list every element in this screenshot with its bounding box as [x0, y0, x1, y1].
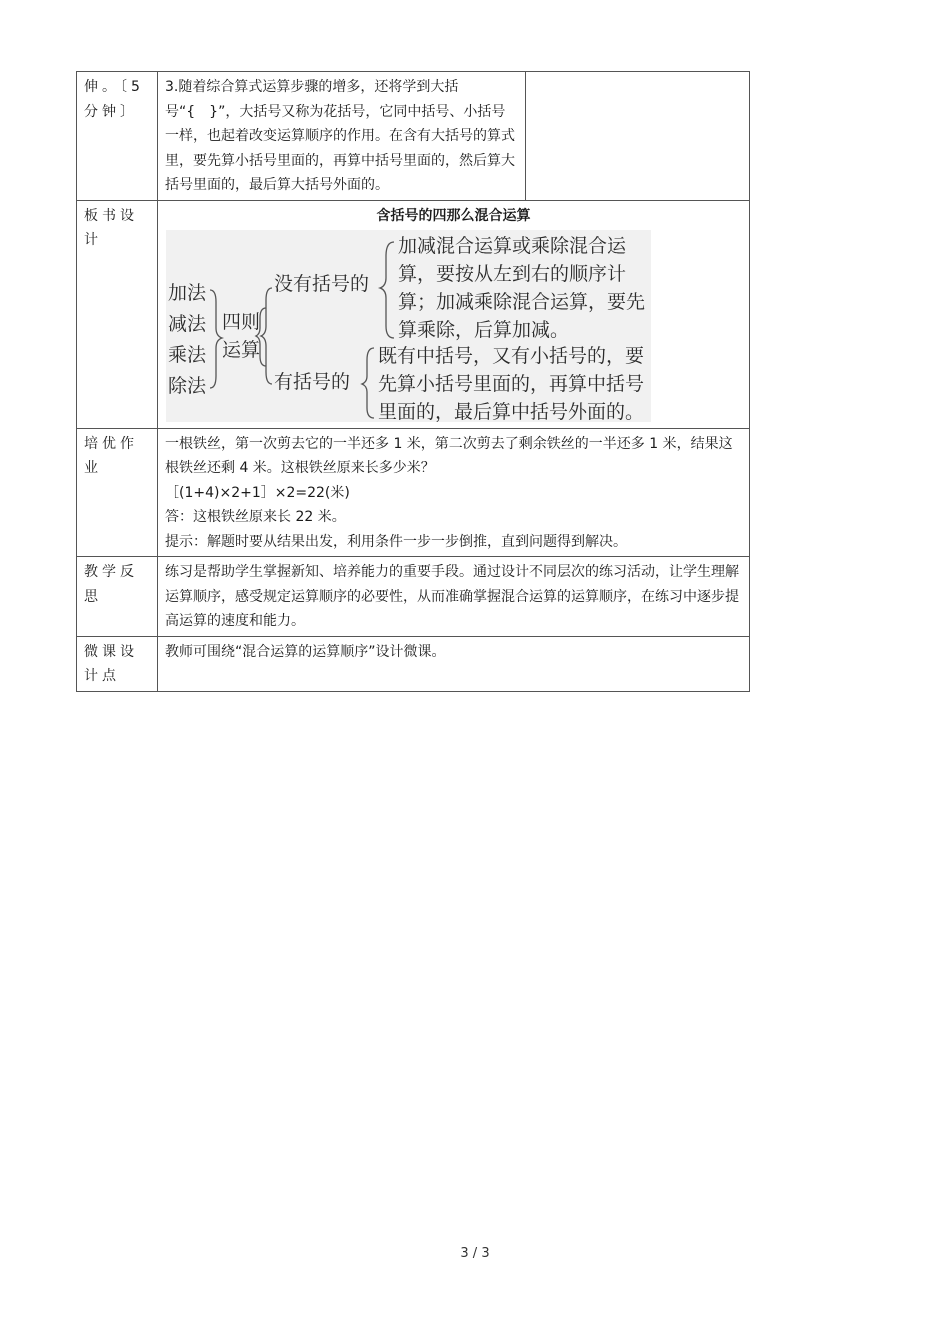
- no-bracket-label: 没有括号的: [274, 272, 370, 295]
- rule-line: 既有中括号，又有小括号的，要: [378, 344, 645, 367]
- op-add: 加法: [168, 281, 207, 304]
- board-title: 含括号的四那么混合运算: [376, 207, 531, 224]
- row-content-extension: 3.随着综合算式运算步骤的增多，还将学到大括号“{ }”，大括号又称为花括号，它同中括号、小括号一样，也起着改变运算顺序的作用。在含有大括号的算式里，要先算小括号里面的，再算中括号里面的，然后算大括号里面的，最后算大括号外面的。: [158, 72, 526, 201]
- homework-equation: ［(1+4)×2+1］×2=22(米): [165, 484, 350, 501]
- homework-problem: 一根铁丝，第一次剪去它的一半还多 1 米，第二次剪去了剩余铁丝的一半还多 1 米，结果这根铁丝还剩 4 米。这根铁丝原来长多少米？: [165, 435, 733, 476]
- homework-hint: 提示：解题时要从结果出发，利用条件一步一步倒推，直到问题得到解决。: [165, 533, 627, 550]
- brace-ops: [210, 290, 222, 388]
- brace-no-bracket: [380, 242, 394, 338]
- op-sub: 减法: [168, 312, 207, 335]
- row-homework: [77, 428, 750, 557]
- board-diagram: [166, 230, 651, 422]
- row-content-homework: [158, 428, 750, 557]
- page-number: 3 / 3: [460, 1246, 490, 1261]
- diagram-braces: [166, 230, 651, 422]
- brace-mid: [256, 308, 266, 366]
- row-reflection: [77, 557, 750, 637]
- row-content-board-design: [158, 200, 750, 428]
- mid-label-2: 运算: [222, 338, 261, 361]
- brace-split: [261, 288, 272, 384]
- rule-line: 先算小括号里面的，再算中括号: [378, 372, 645, 395]
- row-content-micro-lesson: 教师可围绕“混合运算的运算顺序”设计微课。: [158, 636, 750, 691]
- row-label-reflection: 教学反思: [77, 557, 158, 637]
- row-board-design: [77, 200, 750, 428]
- row-micro-lesson: [77, 636, 750, 691]
- lesson-plan-table: [76, 71, 750, 692]
- row-label-micro-lesson: 微课设计点: [77, 636, 158, 691]
- row-label-homework: 培优作业: [77, 428, 158, 557]
- homework-answer: 答：这根铁丝原来长 22 米。: [165, 509, 346, 525]
- row-content-reflection: 练习是帮助学生掌握新知、培养能力的重要手段。通过设计不同层次的练习活动，让学生理解运算顺序，感受规定运算顺序的必要性，从而准确掌握混合运算的运算顺序，在练习中逐步提高运算的速度和能力。: [158, 557, 750, 637]
- row-label-board-design: 板书设计: [77, 200, 158, 428]
- row-extension: [77, 72, 750, 201]
- row-label-extension: 伸。〔5分钟〕: [77, 72, 158, 201]
- brace-has-bracket: [362, 348, 374, 418]
- op-div: 除法: [168, 374, 207, 397]
- rule-line: 里面的，最后算中括号外面的。: [378, 400, 645, 422]
- rule-line: 算，要按从左到右的顺序计: [398, 262, 627, 285]
- rule-line: 算乘除，后算加减。: [398, 318, 570, 341]
- has-bracket-label: 有括号的: [274, 370, 351, 393]
- mid-label-1: 四则: [222, 310, 261, 333]
- rule-line: 加减混合运算或乘除混合运: [398, 234, 627, 257]
- row-extra-extension: [526, 72, 750, 201]
- rule-line: 算；加减乘除混合运算，要先: [398, 290, 646, 313]
- op-mul: 乘法: [168, 343, 207, 366]
